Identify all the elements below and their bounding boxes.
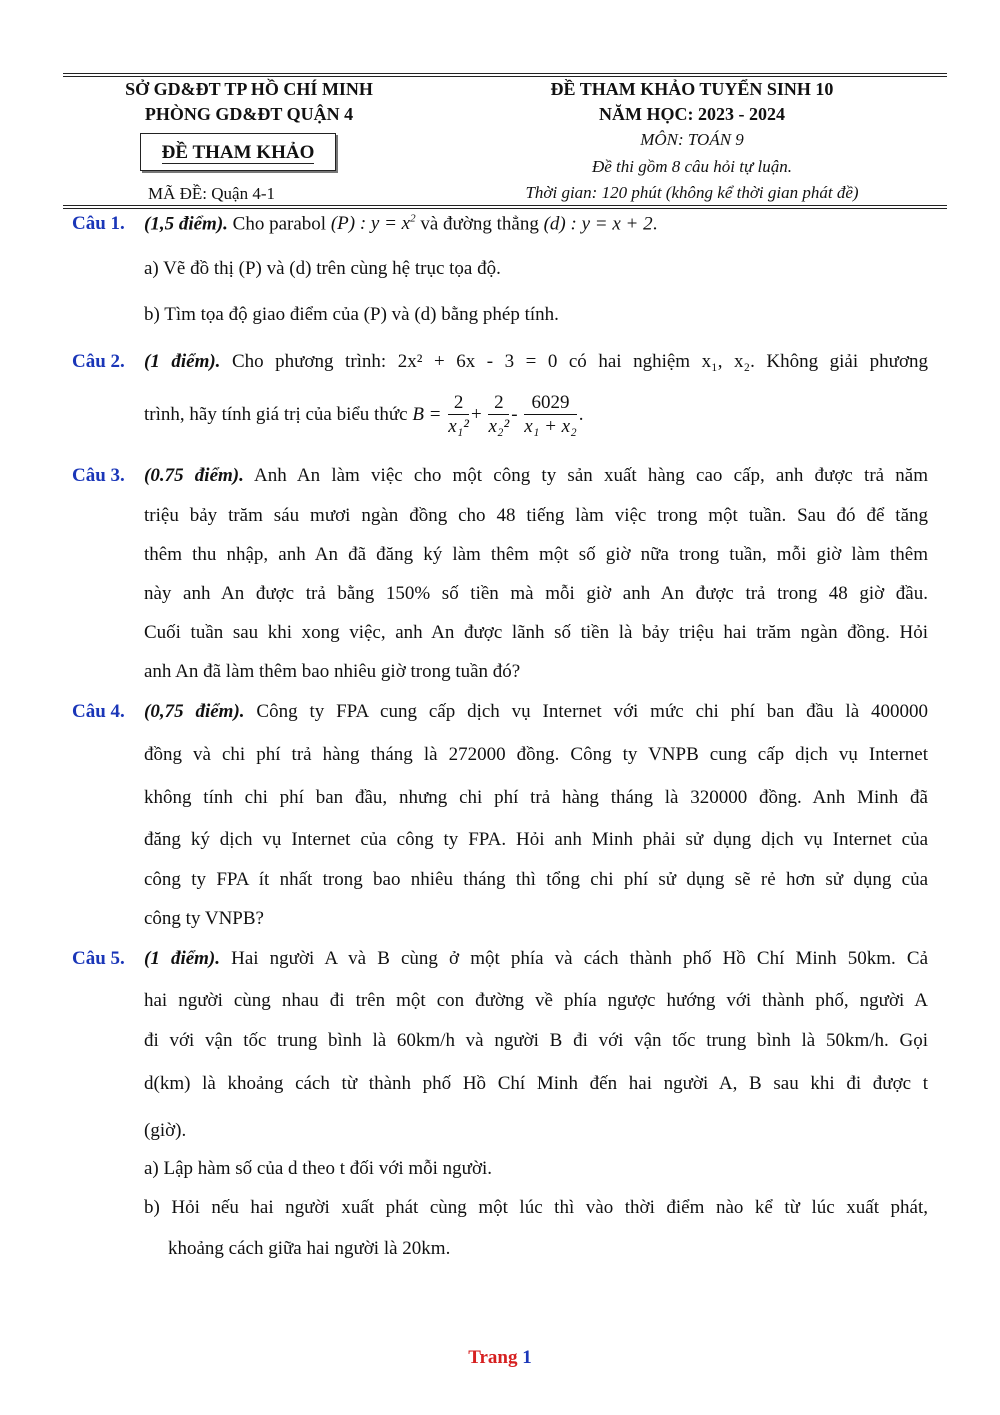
q4-line4: đăng ký dịch vụ Internet của công ty FPA. Hỏi anh Minh phải sử dụng dịch vụ Internet của — [144, 829, 928, 850]
page-footer — [0, 1347, 1000, 1369]
q1-part-b: b) Tìm tọa độ giao điểm của (P) và (d) bằng phép tính. — [144, 304, 559, 325]
q5-line5: (giờ). — [144, 1120, 187, 1141]
q5-part-b1: b) Hỏi nếu hai người xuất phát cùng một lúc thì vào thời điểm nào kể từ lúc xuất phát, — [144, 1197, 928, 1218]
q5-part-a: a) Lập hàm số của d theo t đối với mỗi người. — [144, 1158, 493, 1179]
q2-B: B = — [412, 403, 442, 425]
q2-line2: trình, hãy tính giá trị của biểu thức B = $\frac{2}{\text{x₁²}}$ + $\frac{2}{\text{x₂²}}$ - $\frac{6029}{\text{x₁ + x₂}}$ . — [144, 392, 584, 437]
q4-line5: công ty FPA ít nhất trong bao nhiêu tháng thì tổng chi phí sử dụng sẽ rẻ hơn sử dụng của — [144, 869, 928, 890]
q5-line3: đi với vận tốc trung bình là 60km/h và người B đi với vận tốc trung bình là 50km/h. Gọi — [144, 1030, 928, 1051]
q2-text: Cho phương trình: 2x² + 6x - 3 = 0 có hai nghiệm x₁, x₂. Không giải phương — [231, 351, 929, 372]
q5-line2: hai người cùng nhau đi trên một con đường về phía ngược hướng với thành phố, người A — [144, 990, 928, 1011]
dept-name: SỞ GD&ĐT TP HỒ CHÍ MINH — [125, 79, 373, 99]
reference-label: ĐỀ THAM KHẢO — [161, 142, 315, 163]
reference-box — [140, 133, 336, 171]
q4-line2: đồng và chi phí trả hàng tháng là 272000 đồng. Công ty VNPB cung cấp dịch vụ Internet — [144, 744, 928, 765]
q4-line1: (0,75 điểm). Công ty FPA cung cấp dịch vụ Internet với mức chi phí ban đầu là 400000 — [144, 701, 928, 722]
q3-line1: (0.75 điểm). Anh An làm việc cho một công ty sản xuất hàng cao cấp, anh được trả năm — [144, 465, 929, 486]
q3-line2: triệu bảy trăm sáu mươi ngàn đồng cho 48 tiếng làm việc trong một tuần. Sau đó để tăng — [144, 505, 928, 526]
q5-line4: d(km) là khoảng cách từ thành phố Hồ Chí Minh đến hai người A, B sau khi đi được t — [144, 1073, 928, 1094]
header-top-rule-2 — [63, 76, 947, 77]
q1-text1: Cho parabol — [232, 213, 327, 235]
exam-code: MÃ ĐỀ: Quận 4-1 — [148, 184, 276, 203]
q5-label: Câu 5. — [72, 948, 125, 969]
q4-line6: công ty VNPB? — [144, 908, 264, 929]
q2-line1 — [144, 351, 928, 373]
q4-line3: không tính chi phí ban đầu, nhưng chi phí trả hàng tháng là 320000 đồng. Anh Minh đã — [144, 787, 928, 808]
q2-points: (1 điểm). — [144, 351, 221, 372]
q2-label: Câu 2. — [72, 351, 125, 372]
page-number: 1 — [522, 1347, 532, 1368]
q4-label: Câu 4. — [72, 701, 125, 722]
exam-title: ĐỀ THAM KHẢO TUYỂN SINH 10 — [550, 79, 834, 99]
header-top-rule — [63, 73, 947, 74]
q2-text2: trình, hãy tính giá trị của biểu thức — [144, 403, 408, 425]
q3-label: Câu 3. — [72, 465, 125, 486]
q3-line6: anh An đã làm thêm bao nhiêu giờ trong tuần đó? — [144, 661, 521, 682]
footer-word: Trang — [468, 1347, 518, 1368]
office-name: PHÒNG GD&ĐT QUẬN 4 — [144, 104, 354, 124]
q1-text2: và đường thẳng — [420, 213, 539, 235]
q3-line3: thêm thu nhập, anh An đã đăng ký làm thêm một số giờ nữa trong tuần, mỗi giờ làm thêm — [144, 544, 928, 565]
q1-points: (1,5 điểm). — [144, 213, 228, 235]
q4-points: (0,75 điểm). — [144, 701, 245, 722]
q2-frac-1: $\frac{2}{\text{x₁²}}$ — [448, 392, 469, 437]
q3-line5: Cuối tuần sau khi xong việc, anh An được lãnh số tiền là bảy triệu hai trăm ngàn đồng. Hỏi — [144, 622, 928, 643]
q2-frac-2: $\frac{2}{\text{x₂²}}$ — [488, 392, 510, 437]
q1-line1: (1,5 điểm). Cho parabol (P) : $y = x^2$ và đường thẳng (d) : y = x + 2. — [144, 213, 658, 235]
school-year: NĂM HỌC: 2023 - 2024 — [599, 104, 785, 124]
q1-line-eq: (d) : y = x + 2 — [543, 213, 653, 235]
q1-parabol-eq: (P) : $y = x^2$ — [330, 213, 416, 235]
q1-label: Câu 1. — [72, 213, 125, 234]
q5-line1: (1 điểm). Hai người A và B cùng ở một phía và cách thành phố Hồ Chí Minh 50km. Cả — [144, 948, 929, 969]
q3-line4: này anh An được trả bằng 150% số tiền mà mỗi giờ anh An được trả trong 48 giờ đầu. — [144, 583, 928, 604]
header-bottom-rule — [63, 205, 947, 206]
q5-points: (1 điểm). — [144, 948, 221, 969]
q5-part-b2: khoảng cách giữa hai người là 20km. — [168, 1238, 451, 1259]
exam-note: Đề thi gồm 8 câu hỏi tự luận. — [591, 157, 793, 176]
exam-time: Thời gian: 120 phút (không kể thời gian phát đề) — [525, 183, 859, 202]
q3-points: (0.75 điểm). — [144, 465, 244, 486]
q2-frac-3: $\frac{6029}{\text{x₁ + x₂}}$ — [524, 392, 577, 437]
subject: MÔN: TOÁN 9 — [640, 130, 744, 149]
q1-part-a: a) Vẽ đồ thị (P) và (d) trên cùng hệ trục tọa độ. — [144, 258, 501, 279]
header-bottom-rule-2 — [63, 208, 947, 209]
